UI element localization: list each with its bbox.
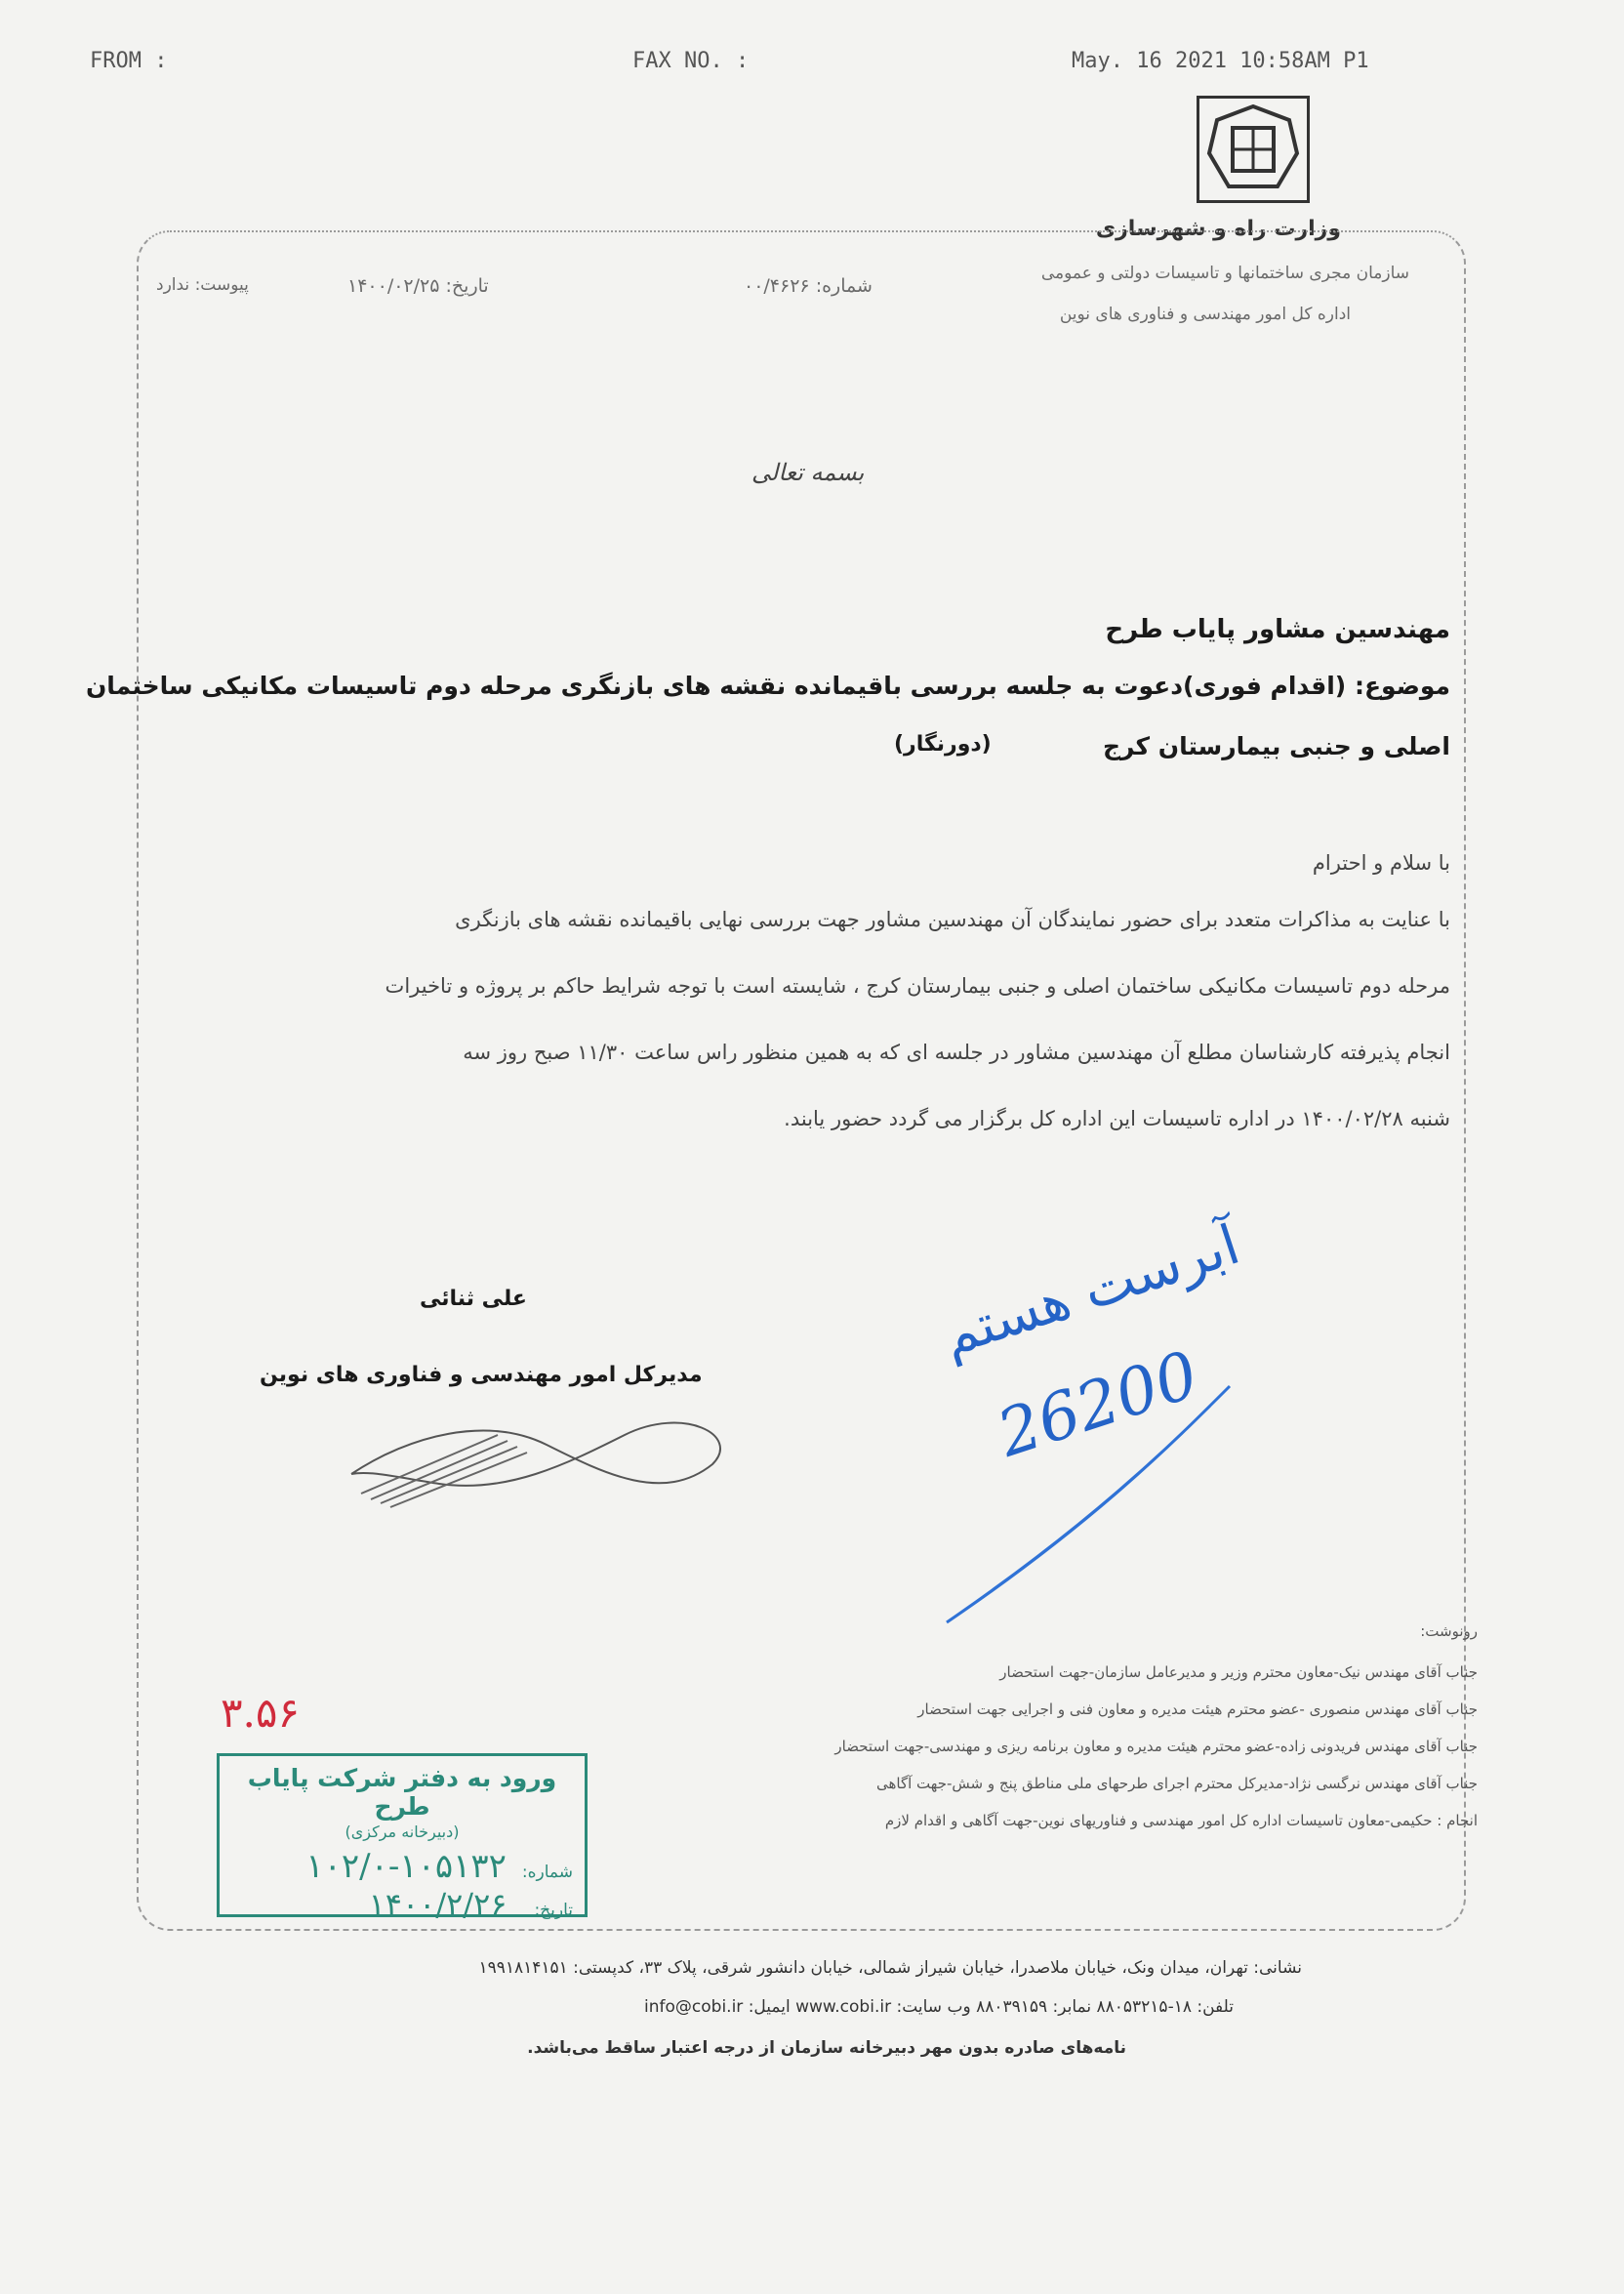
attachment-value: ندارد [156,275,190,295]
greeting: با سلام و احترام [1312,851,1450,875]
signatory-name: علی ثنائی [420,1287,527,1311]
footer-notice: نامه‌های صادره بدون مهر دبیرخانه سازمان از درجه اعتبار ساقط می‌باشد. [527,2038,1126,2058]
stamp-number-label: شماره: [521,1863,573,1882]
stamp-number-value: ۱۰۲/۰-۱۰۵۱۳۲ [305,1847,507,1886]
department-name: اداره کل امور مهندسی و فناوری های نوین [1059,305,1351,324]
cc-line: جناب آقای مهندس منصوری -عضو محترم هیئت مدیره و معاون فنی و اجرایی جهت استحضار [917,1700,1478,1718]
cc-line: انجام : حکیمی-معاون تاسیسات اداره کل امور مهندسی و فناوریهای نوین-جهت آگاهی و اقدام لازم [884,1812,1478,1829]
attachment-label: پیوست: [194,275,249,295]
stamp-number-row [220,1847,573,1886]
stamp-date-label: تاریخ: [534,1901,573,1920]
letter-body [152,886,1450,1152]
cc-line: جناب آقای مهندس نیک-معاون محترم وزیر و مدیرعامل سازمان-جهت استحضار [999,1663,1478,1681]
bismillah: بسمه تعالی [751,459,865,486]
stamp-title: ورود به دفتر شرکت پایاب طرح [247,1764,557,1821]
fax-datetime: May. 16 2021 10:58AM P1 [1072,49,1369,73]
subject-line-1: موضوع: (اقدام فوری)دعوت به جلسه بررسی باقیمانده نقشه های بازنگری مرحله دوم تاسیسات مکانیکی ساختمان [85,672,1450,700]
footer-contact: تلفن: ۱۸-۸۸۰۵۳۲۱۵ نمابر: ۸۸۰۳۹۱۵۹ وب سایت: www.cobi.ir ایمیل: info@cobi.ir [644,1997,1234,2017]
subject-line-2: اصلی و جنبی بیمارستان کرج [1102,732,1450,760]
handwritten-note: آبرست هستم [934,1212,1247,1370]
handwritten-number: 26200 [989,1336,1207,1472]
stamp-handwritten-number: ۳.۵۶ [221,1689,301,1737]
body-line: شنبه ۱۴۰۰/۰۲/۲۸ در اداره تاسیسات این اداره کل برگزار می گردد حضور یابند. [784,1107,1450,1130]
footer-address: نشانی: تهران، میدان ونک، خیابان ملاصدرا، خیابان شیراز شمالی، خیابان دانشور شرقی، پلاک ۳۳، کدپستی: ۱۹۹۱۸۱۴۱۵۱ [478,1958,1302,1978]
ministry-emblem-icon [1199,99,1307,200]
date-value: ۱۴۰۰/۰۲/۲۵ [347,275,440,297]
cc-heading: رونوشت: [1420,1622,1478,1640]
body-line: مرحله دوم تاسیسات مکانیکی ساختمان اصلی و جنبی بیمارستان کرج ، شایسته است با توجه شرایط حاکم بر پروژه و تاخیرات [385,974,1450,998]
cc-list [638,1654,1478,1839]
cc-line: جناب آقای مهندس نرگسی نژاد-مدیرکل محترم اجرای طرحهای ملی مناطق پنج و شش-جهت آگاهی [876,1775,1478,1792]
ministry-logo [1197,96,1310,203]
receipt-stamp [217,1753,588,1923]
stamp-date-value: ۱۴۰۰/۲/۲۶ [368,1886,508,1923]
signature-scribble [332,1376,742,1523]
fax-from: FROM : [90,49,168,73]
fax-number: FAX NO. : [632,49,750,73]
subject-note: (دورنگار) [894,732,992,757]
body-line: انجام پذیرفته کارشناسان مطلع آن مهندسین مشاور در جلسه ای که به همین منظور راس ساعت ۱۱/۳۰ صبح روز سه [463,1041,1450,1064]
recipient: مهندسین مشاور پایاب طرح [1105,615,1450,644]
letter-number-value: ۰۰/۴۶۲۶ [744,275,810,297]
cc-line: جناب آقای مهندس فریدونی زاده-عضو محترم هیئت مدیره و معاون برنامه ریزی و مهندسی-جهت استحضار [834,1738,1478,1755]
handwritten-stroke [917,1367,1239,1640]
letter-number-label: شماره: [815,275,873,297]
signatory-title: مدیرکل امور مهندسی و فناوری های نوین [260,1363,703,1387]
body-line: با عنایت به مذاکرات متعدد برای حضور نمایندگان آن مهندسین مشاور جهت بررسی نهایی باقیمانده نقشه های بازنگری [455,908,1450,931]
ministry-name: وزارت راه و شهرسازی [1095,217,1341,241]
date-label: تاریخ: [445,275,489,297]
stamp-date-row [220,1886,573,1923]
stamp-subtitle: (دبیرخانه مرکزی) [345,1823,460,1841]
organization-name: سازمان مجری ساختمانها و تاسیسات دولتی و عمومی [1040,264,1409,283]
